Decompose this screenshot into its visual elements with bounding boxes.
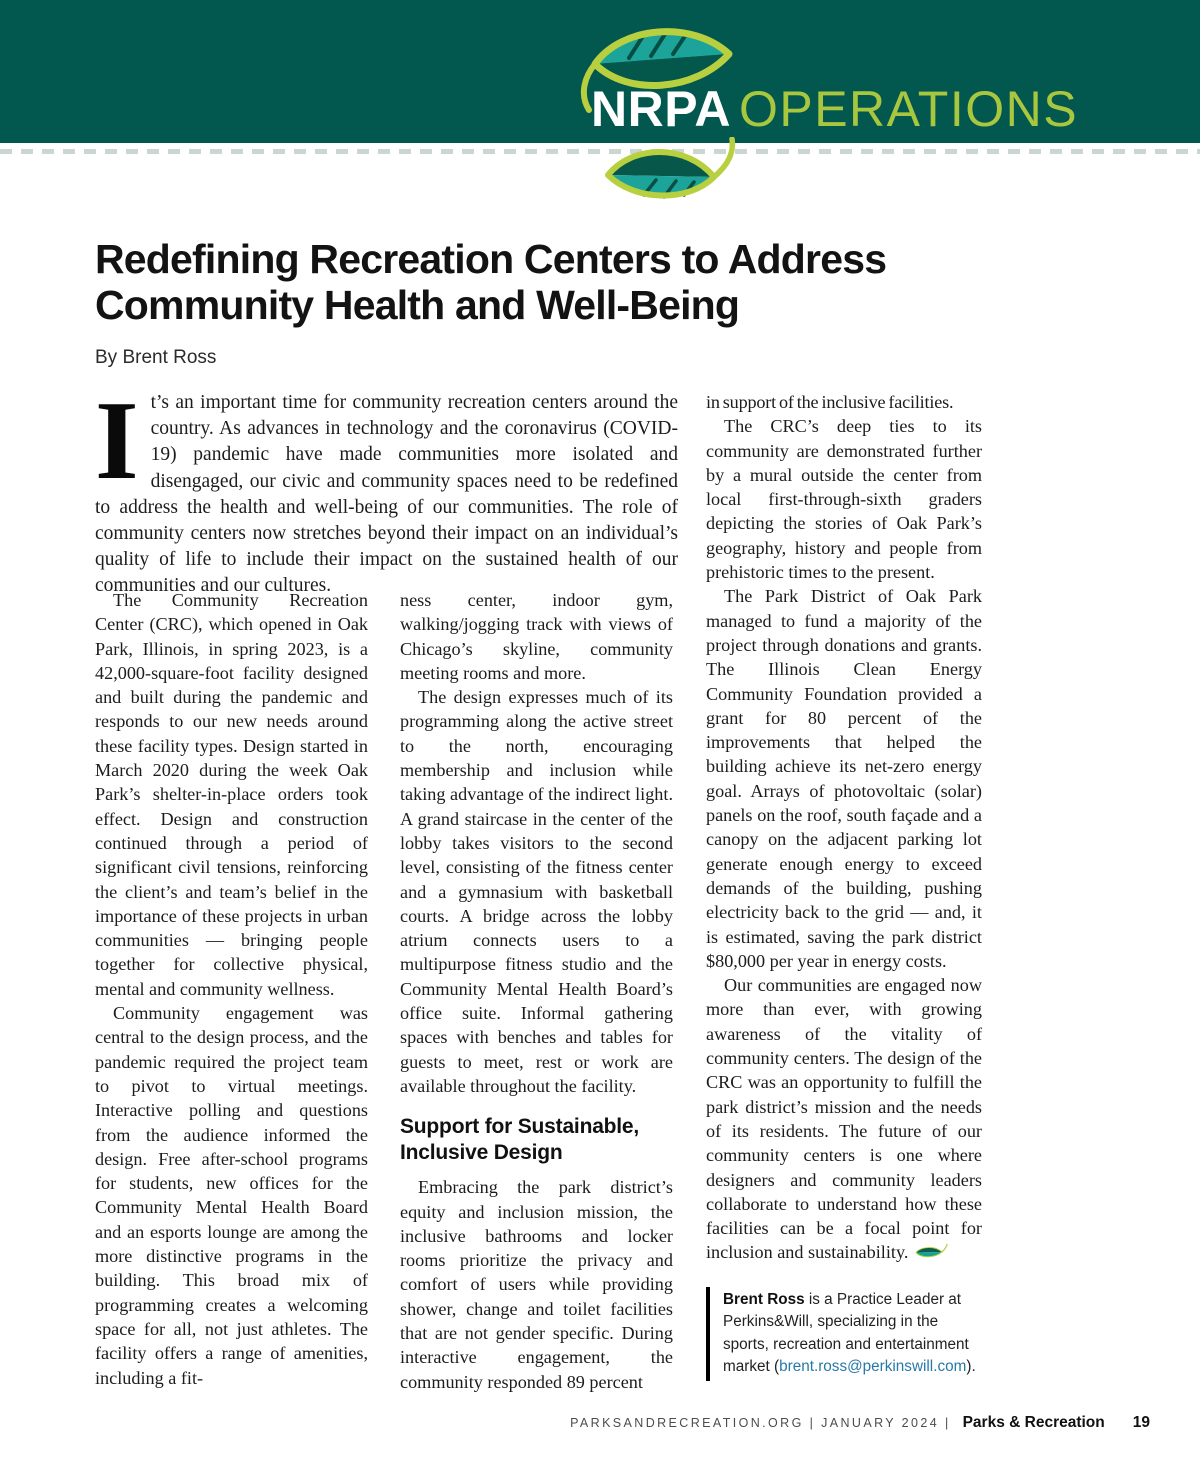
- drop-cap: I: [95, 379, 139, 503]
- paragraph: The Park District of Oak Park managed to fund a majority of the project through donations and grants. The Illinois Clean Energy Community Foundation provided a grant for 80 percent of the improvements that helped the building achieve its net-zero energy goal. Arrays of photovoltaic (solar) panels on the roof, south façade and a canopy on the adjacent parking lot generate enough energy to exceed demands of the building, pushing electricity back to the grid — and, it is estimated, saving the park district $80,000 per year in energy costs.: [706, 586, 982, 971]
- paragraph: [706, 973, 982, 1265]
- paragraph: ness center, indoor gym, walking/jogging track with views of Chicago’s skyline, community meeting rooms and more.: [400, 590, 673, 683]
- email-link[interactable]: brent.ross@perkinswill.com: [779, 1358, 967, 1376]
- leaf-end-mark-icon: [914, 1244, 948, 1260]
- paragraph: Embracing the park district’s equity and inclusion mission, the inclusive bathrooms and locker rooms prioritize the privacy and comfort of users while providing shower, change and toilet facilities that are not gender specific. During interactive engagement, the community responded 89 percent: [400, 1177, 673, 1392]
- page-footer: [570, 1414, 1150, 1432]
- nrpa-brand-text: NRPA: [591, 81, 731, 137]
- column-middle: [400, 588, 673, 1394]
- footer-url-date: PARKSANDRECREATION.ORG | JANUARY 2024 |: [570, 1416, 951, 1430]
- paragraph: The Community Recreation Center (CRC), which opened in Oak Park, Illinois, in spring 2023, is a 42,000-square-foot facility designed and built during the pandemic and responds to our new needs around these facility types. Design started in March 2020 during the week Oak Park’s shelter-in-place orders took effect. Design and construction continued through a period of significant civil tensions, reinforcing the client’s and team’s belief in the importance of these projects in urban communities — bringing people together for collective physical, mental and community wellness.: [95, 590, 368, 999]
- article-title: [95, 236, 1055, 328]
- author-bio-text: is a Practice Leader at Perkins&Will, specializing in the sports, recreation and entertainment market (: [723, 1290, 969, 1376]
- byline: By Brent Ross: [95, 347, 217, 368]
- paragraph: The design expresses much of its programming along the active street to the north, encouraging membership and inclusion while taking advantage of the indirect light. A grand staircase in the center of the lobby takes visitors to the second level, consisting of the fitness center and a gymnasium with basketball courts. A bridge across the lobby atrium connects users to a multipurpose fitness studio and the Community Mental Health Board’s office suite. Informal gathering spaces with benches and tables for guests to meet, rest or work are available throughout the facility.: [400, 687, 673, 1096]
- footer-page-number: 19: [1132, 1414, 1150, 1431]
- article-title-line2: Community Health and Well-Being: [95, 282, 740, 328]
- nrpa-logo: [591, 81, 1079, 137]
- footer-magazine-title: Parks & Recreation: [962, 1414, 1105, 1431]
- paragraph: The CRC’s deep ties to its community are demonstrated further by a mural outside the center from local first-through-sixth graders depicting the stories of Oak Park’s geography, history and people from prehistoric times to the present.: [706, 416, 982, 583]
- intro-text: t’s an important time for community recreation centers around the country. As advances in technology and the coronavirus (COVID-19) pandemic have made communities more isolated and disengaged, our civic and community spaces need to be redefined to address the health and well-being of our communities. The role of community centers now stretches beyond their impact on an individual’s quality of life to include their impact on the sustained health of our communities and our cultures.: [95, 392, 678, 597]
- column-right: [706, 390, 982, 1381]
- paragraph-text: Our communities are engaged now more than ever, with growing awareness of the vitality of community centers. The design of the CRC was an opportunity to fulfill the park district’s mission and the needs of its residents. The future of our community centers is one where designers and community leaders collaborate to understand how these facilities can be a focal point for inclusion and sustainability.: [706, 975, 982, 1263]
- column-left: [95, 588, 368, 1390]
- operations-section-text: OPERATIONS: [738, 81, 1079, 137]
- intro-paragraph: [95, 379, 678, 600]
- author-bio-end: ).: [966, 1358, 976, 1376]
- author-name: Brent Ross: [723, 1290, 805, 1308]
- paragraph: Community engagement was central to the design process, and the pandemic required the project team to pivot to virtual meetings. Interactive polling and questions from the audience informed the design. Free after-school programs for students, new offices for the Community Mental Health Board and an esports lounge are among the more distinctive programs in the building. This broad mix of programming creates a welcoming space for all, not just athletes. The facility offers a range of amenities, including a fit-: [95, 1003, 368, 1388]
- author-bio: [706, 1287, 982, 1381]
- section-subheading: Support for Sustainable, Inclusive Design: [400, 1115, 640, 1165]
- nrpa-leaf-bottom-icon: [598, 137, 748, 207]
- article-title-line1: Redefining Recreation Centers to Address: [95, 236, 887, 282]
- paragraph: in support of the inclusive facilities.: [706, 392, 954, 412]
